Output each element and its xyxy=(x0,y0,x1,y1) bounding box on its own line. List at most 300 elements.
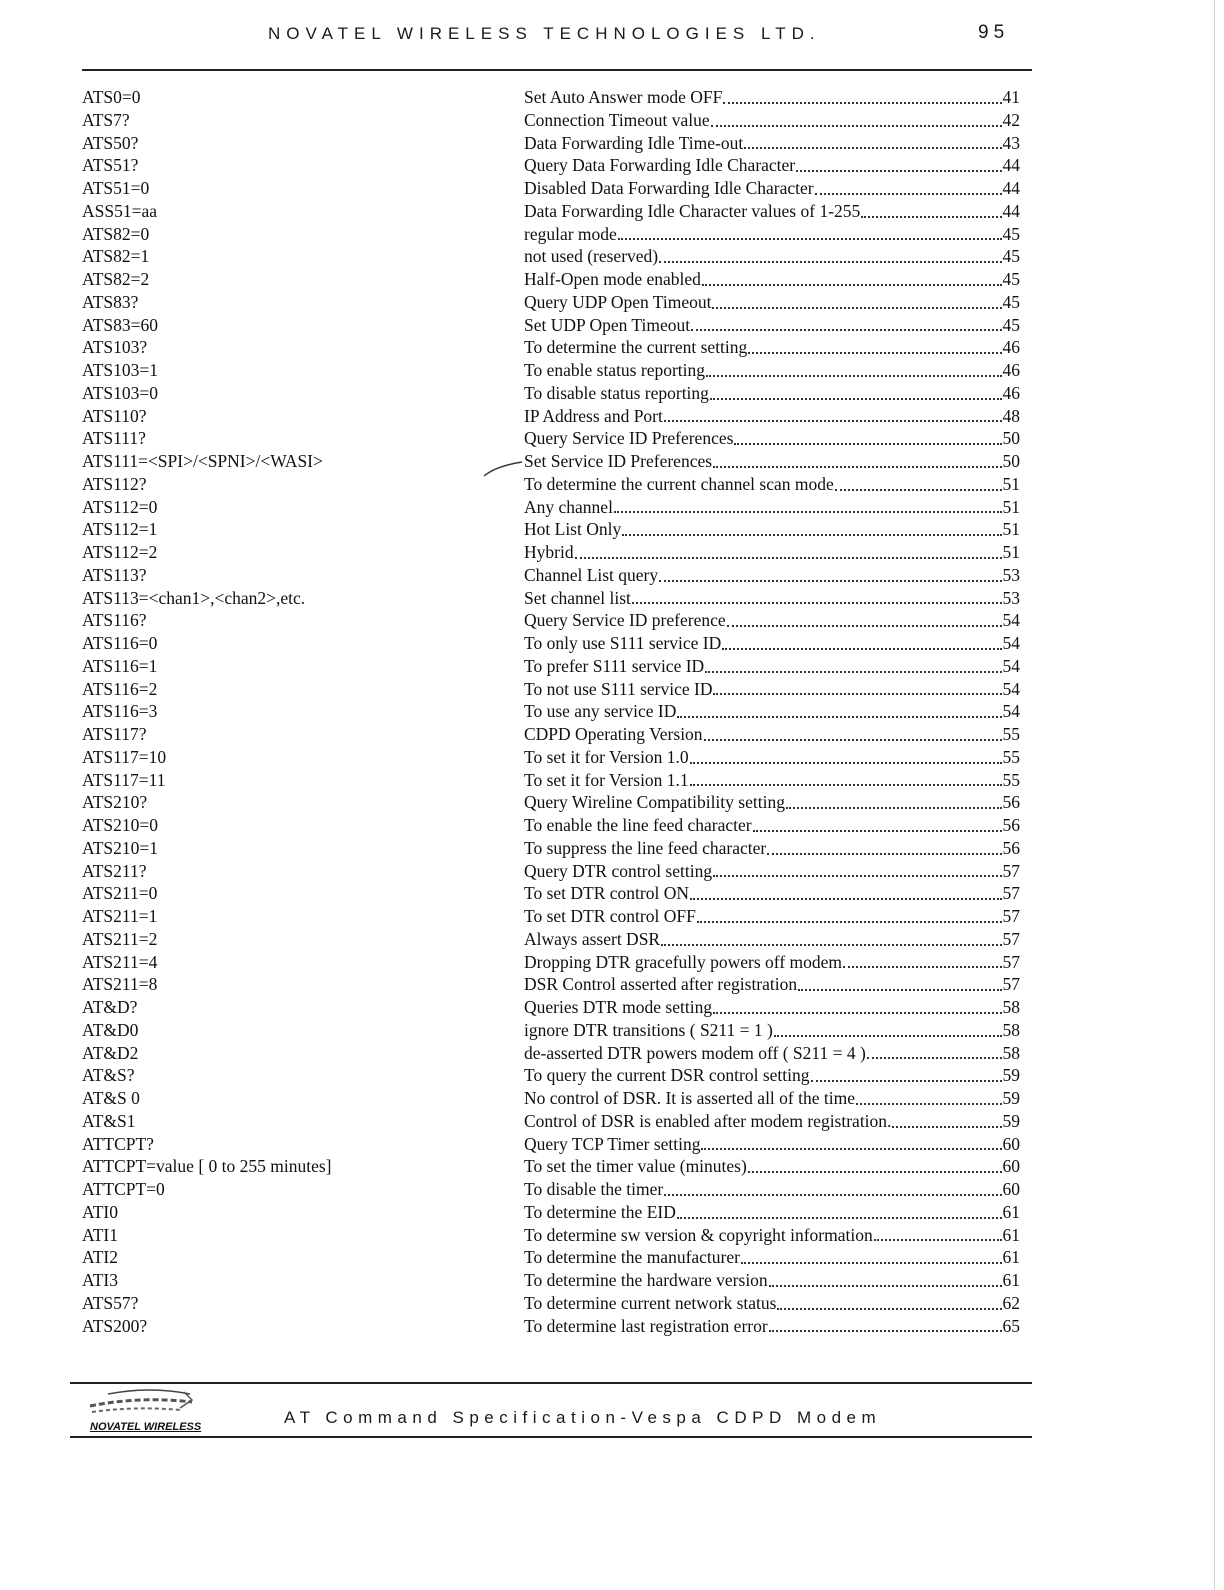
page-reference: 46 xyxy=(1002,382,1020,403)
command-description xyxy=(524,860,1020,883)
description-text: not used (reserved) xyxy=(524,246,659,267)
description-text: To enable status reporting xyxy=(524,360,706,380)
index-row xyxy=(0,1064,1224,1087)
command-description xyxy=(524,200,1020,223)
description-text: Disabled Data Forwarding Idle Character xyxy=(524,178,814,198)
command-description xyxy=(524,1201,1020,1224)
command-code: ATS7? xyxy=(82,109,130,130)
index-row xyxy=(0,723,1224,746)
command-code: ATS117=11 xyxy=(82,769,166,790)
command-description xyxy=(524,564,1020,587)
command-code: AT&S? xyxy=(82,1065,135,1086)
dot-leader xyxy=(691,329,1001,331)
index-row xyxy=(0,791,1224,814)
description-text: To determine the hardware version xyxy=(524,1270,768,1290)
dot-leader xyxy=(777,1308,1001,1310)
page-reference: 54 xyxy=(1002,610,1020,631)
dot-leader xyxy=(706,375,1001,377)
dot-leader xyxy=(702,284,1002,286)
command-description xyxy=(524,496,1020,519)
description-text: To enable the line feed character xyxy=(524,815,752,835)
command-code: ATS111=<SPI>/<SPNI>/<WASI> xyxy=(82,451,323,471)
command-code: ATS211=0 xyxy=(82,883,158,904)
command-description xyxy=(524,609,1020,632)
dot-leader xyxy=(796,170,1001,172)
description-text: Query UDP Open Timeout xyxy=(524,291,712,312)
dot-leader xyxy=(710,398,1002,400)
novatel-logo xyxy=(80,1388,220,1440)
page-reference: 45 xyxy=(1002,223,1020,244)
description-text: Data Forwarding Idle Time-out xyxy=(524,132,744,153)
dot-leader xyxy=(664,420,1002,422)
index-row xyxy=(0,359,1224,382)
page-reference: 59 xyxy=(1002,1088,1020,1108)
index-row xyxy=(0,1133,1224,1156)
index-row xyxy=(0,1269,1224,1292)
index-row xyxy=(0,860,1224,883)
index-row xyxy=(0,1178,1224,1201)
command-code: ATS82=0 xyxy=(82,223,150,244)
page-reference: 62 xyxy=(1002,1292,1020,1313)
dot-leader xyxy=(723,102,1001,104)
dot-leader xyxy=(712,307,1001,309)
description-text: To only use S111 service ID xyxy=(524,633,722,653)
description-text: To set the timer value (minutes) xyxy=(524,1156,747,1177)
index-row xyxy=(0,1042,1224,1065)
page-reference: 51 xyxy=(1002,473,1020,494)
dot-leader xyxy=(705,671,1001,673)
command-description xyxy=(524,473,1020,496)
page-reference: 55 xyxy=(1002,769,1020,790)
command-code: ATS210=0 xyxy=(82,815,158,835)
index-row xyxy=(0,1201,1224,1224)
command-description xyxy=(524,1292,1020,1315)
description-text: To determine sw version & copyright information xyxy=(524,1224,873,1245)
command-code: ATS82=2 xyxy=(82,269,150,289)
dot-leader xyxy=(690,784,1002,786)
index-row xyxy=(0,109,1224,132)
page-reference: 55 xyxy=(1002,746,1020,767)
command-code: ATI1 xyxy=(82,1224,118,1245)
command-code: ATS103=1 xyxy=(82,360,158,380)
index-row xyxy=(0,700,1224,723)
command-code: ATS51? xyxy=(82,155,139,176)
index-row xyxy=(0,1087,1224,1110)
description-text: To determine current network status xyxy=(524,1292,777,1313)
page-reference: 57 xyxy=(1002,928,1020,949)
index-row xyxy=(0,382,1224,405)
logo-graphic xyxy=(80,1388,200,1422)
command-code: ATI0 xyxy=(82,1201,118,1222)
page-reference: 51 xyxy=(1002,496,1020,517)
index-row xyxy=(0,746,1224,769)
command-code: ATS83=60 xyxy=(82,314,158,335)
page-number: 95 xyxy=(978,22,1010,43)
index-row xyxy=(0,268,1224,291)
dot-leader xyxy=(892,1126,1001,1128)
index-row xyxy=(0,1292,1224,1315)
dot-leader xyxy=(677,716,1001,718)
dot-leader xyxy=(713,466,1001,468)
command-code: ATS103? xyxy=(82,337,148,358)
index-row xyxy=(0,951,1224,974)
description-text: Query Service ID preference xyxy=(524,610,726,631)
description-text: Always assert DSR xyxy=(524,928,661,949)
page-reference: 65 xyxy=(1002,1315,1020,1336)
command-code: ATS116? xyxy=(82,610,147,631)
page-reference: 56 xyxy=(1002,792,1020,813)
page-reference: 57 xyxy=(1002,860,1020,881)
index-row xyxy=(0,336,1224,359)
command-description xyxy=(524,245,1020,268)
command-description xyxy=(524,905,1020,928)
dot-leader xyxy=(711,125,1002,127)
description-text: Connection Timeout value xyxy=(524,109,710,130)
dot-leader xyxy=(744,147,1001,149)
index-row xyxy=(0,587,1224,610)
page-reference: 57 xyxy=(1002,951,1020,972)
description-text: Set Auto Answer mode OFF xyxy=(524,87,723,107)
scan-edge-line xyxy=(1214,0,1215,1590)
index-row xyxy=(0,655,1224,678)
command-code: ATS116=1 xyxy=(82,655,158,676)
command-code: AT&D? xyxy=(82,997,138,1017)
description-text: No control of DSR. It is asserted all of the time xyxy=(524,1088,855,1108)
description-text: To use any service ID xyxy=(524,701,677,722)
page-reference: 57 xyxy=(1002,883,1020,904)
command-description xyxy=(524,632,1020,655)
description-text: To query the current DSR control setting xyxy=(524,1065,810,1086)
command-description xyxy=(524,746,1020,769)
command-code: ATS211=4 xyxy=(82,951,158,972)
page-reference: 41 xyxy=(1002,87,1020,107)
command-code: ATS111? xyxy=(82,428,146,449)
description-text: de-asserted DTR powers modem off ( S211 = 4 ) xyxy=(524,1042,866,1063)
page-reference: 57 xyxy=(1002,906,1020,926)
index-row xyxy=(0,678,1224,701)
command-description xyxy=(524,382,1020,405)
command-description xyxy=(524,1064,1020,1087)
page-reference: 57 xyxy=(1002,974,1020,995)
command-code: ATS117=10 xyxy=(82,746,167,767)
command-code: ATS51=0 xyxy=(82,178,150,198)
dot-leader xyxy=(661,944,1001,946)
dot-leader xyxy=(769,1285,1002,1287)
command-code: ATS110? xyxy=(82,405,147,426)
logo-text: NOVATEL WIRELESS xyxy=(90,1421,202,1433)
command-code: ATS211=1 xyxy=(82,906,158,926)
page-reference: 44 xyxy=(1002,155,1020,176)
dot-leader xyxy=(874,1239,1002,1241)
dot-leader xyxy=(786,807,1002,809)
page-reference: 50 xyxy=(1002,428,1020,449)
index-row xyxy=(0,609,1224,632)
index-row xyxy=(0,427,1224,450)
command-description xyxy=(524,1110,1020,1133)
description-text: To determine the manufacturer xyxy=(524,1247,740,1268)
description-text: To suppress the line feed character xyxy=(524,837,767,858)
description-text: regular mode xyxy=(524,223,617,244)
index-row xyxy=(0,450,1224,473)
dot-leader xyxy=(659,261,1001,263)
command-code: ATS211=8 xyxy=(82,974,158,995)
dot-leader xyxy=(704,739,1002,741)
page-reference: 42 xyxy=(1002,109,1020,130)
page-reference: 58 xyxy=(1002,1042,1020,1063)
command-description xyxy=(524,314,1020,337)
description-text: Hot List Only xyxy=(524,519,622,540)
page-reference: 54 xyxy=(1002,678,1020,699)
description-text: Query Service ID Preferences xyxy=(524,428,734,449)
description-text: Data Forwarding Idle Character values of 1-255 xyxy=(524,200,861,221)
page-reference: 61 xyxy=(1002,1201,1020,1222)
description-text: Set Service ID Preferences xyxy=(524,451,713,471)
command-description xyxy=(524,109,1020,132)
command-code: ATS117? xyxy=(82,724,147,744)
command-description xyxy=(524,177,1020,200)
command-code: ATS103=0 xyxy=(82,382,158,403)
dot-leader xyxy=(769,1330,1002,1332)
index-row xyxy=(0,1155,1224,1178)
command-description xyxy=(524,541,1020,564)
footer-rule-top xyxy=(70,1382,1032,1384)
page-reference: 59 xyxy=(1002,1065,1020,1086)
index-row xyxy=(0,769,1224,792)
command-description xyxy=(524,1269,1020,1292)
dot-leader xyxy=(697,921,1002,923)
page-reference: 56 xyxy=(1002,815,1020,835)
description-text: Queries DTR mode setting xyxy=(524,997,713,1017)
page-reference: 59 xyxy=(1002,1110,1020,1131)
dot-leader xyxy=(622,534,1001,536)
command-code: ATS211? xyxy=(82,860,147,881)
dot-leader xyxy=(701,1148,1001,1150)
command-description xyxy=(524,814,1020,837)
description-text: ignore DTR transitions ( S211 = 1 ) xyxy=(524,1019,773,1040)
dot-leader xyxy=(811,1080,1002,1082)
command-code: ATS113? xyxy=(82,564,147,585)
dot-leader xyxy=(713,693,1001,695)
command-code: ATS200? xyxy=(82,1315,148,1336)
page-reference: 53 xyxy=(1002,587,1020,608)
index-row xyxy=(0,132,1224,155)
page-reference: 54 xyxy=(1002,701,1020,722)
description-text: Query TCP Timer setting xyxy=(524,1133,701,1154)
index-row xyxy=(0,154,1224,177)
index-row xyxy=(0,291,1224,314)
dot-leader xyxy=(713,1012,1001,1014)
command-description xyxy=(524,359,1020,382)
description-text: To prefer S111 service ID xyxy=(524,655,705,676)
command-description xyxy=(524,1087,1020,1110)
page-reference: 51 xyxy=(1002,519,1020,540)
description-text: Any channel xyxy=(524,496,613,517)
command-code: ATS113=<chan1>,<chan2>,etc. xyxy=(82,587,306,608)
dot-leader xyxy=(618,238,1002,240)
index-row xyxy=(0,1110,1224,1133)
command-description xyxy=(524,223,1020,246)
command-code: ATS112=0 xyxy=(82,496,158,517)
command-code: ATS116=3 xyxy=(82,701,158,722)
index-row xyxy=(0,314,1224,337)
description-text: To disable the timer xyxy=(524,1179,664,1199)
command-code: ATS211=2 xyxy=(82,928,158,949)
description-text: Hybrid xyxy=(524,542,574,562)
description-text: DSR Control asserted after registration xyxy=(524,974,798,995)
command-description xyxy=(524,996,1020,1019)
description-text: Channel List query xyxy=(524,564,659,585)
index-row xyxy=(0,996,1224,1019)
dot-leader xyxy=(677,1217,1002,1219)
description-text: Query Data Forwarding Idle Character xyxy=(524,155,796,176)
description-text: To determine the current setting xyxy=(524,337,748,358)
description-text: IP Address and Port xyxy=(524,405,663,426)
index-row xyxy=(0,200,1224,223)
page-reference: 44 xyxy=(1002,178,1020,198)
page-reference: 50 xyxy=(1002,451,1020,471)
command-description xyxy=(524,450,1020,473)
description-text: Control of DSR is enabled after modem registration. xyxy=(524,1110,892,1131)
command-code: ASS51=aa xyxy=(82,200,158,221)
command-code: ATS57? xyxy=(82,1292,139,1313)
command-description xyxy=(524,1178,1020,1201)
command-description xyxy=(524,1019,1020,1042)
description-text: Half-Open mode enabled xyxy=(524,269,701,289)
page-reference: 45 xyxy=(1002,314,1020,335)
dot-leader xyxy=(843,966,1001,968)
command-code: AT&D0 xyxy=(82,1019,139,1040)
dot-leader xyxy=(867,1057,1002,1059)
index-row xyxy=(0,1315,1224,1338)
command-description xyxy=(524,1315,1020,1338)
header-rule xyxy=(82,69,1032,71)
index-row xyxy=(0,496,1224,519)
page-reference: 45 xyxy=(1002,291,1020,312)
command-description xyxy=(524,1155,1020,1178)
description-text: To determine the current channel scan mode xyxy=(524,473,834,494)
page-reference: 61 xyxy=(1002,1247,1020,1268)
index-row xyxy=(0,632,1224,655)
company-name: NOVATEL WIRELESS TECHNOLOGIES LTD. xyxy=(268,24,821,43)
index-row xyxy=(0,837,1224,860)
description-text: Query Wireline Compatibility setting xyxy=(524,792,785,813)
description-text: Dropping DTR gracefully powers off modem xyxy=(524,951,843,972)
index-row xyxy=(0,1224,1224,1247)
index-row xyxy=(0,86,1224,109)
dot-leader xyxy=(632,602,1002,604)
dot-leader xyxy=(722,648,1001,650)
command-code: ATS82=1 xyxy=(82,246,150,267)
command-description xyxy=(524,769,1020,792)
dot-leader xyxy=(690,898,1001,900)
index-row xyxy=(0,245,1224,268)
page-reference: 48 xyxy=(1002,405,1020,426)
dot-leader xyxy=(614,511,1002,513)
index-row xyxy=(0,1246,1224,1269)
command-description xyxy=(524,723,1020,746)
command-description xyxy=(524,1133,1020,1156)
description-text: To set it for Version 1.0 xyxy=(524,746,689,767)
command-code: ATS112=2 xyxy=(82,542,158,562)
dot-leader xyxy=(774,1035,1002,1037)
page-reference: 58 xyxy=(1002,1019,1020,1040)
page-reference: 61 xyxy=(1002,1270,1020,1290)
page-reference: 46 xyxy=(1002,337,1020,358)
page-reference: 54 xyxy=(1002,655,1020,676)
dot-leader xyxy=(861,216,1001,218)
command-description xyxy=(524,678,1020,701)
page-reference: 55 xyxy=(1002,724,1020,744)
index-row xyxy=(0,973,1224,996)
command-description xyxy=(524,587,1020,610)
command-description xyxy=(524,336,1020,359)
command-description xyxy=(524,405,1020,428)
description-text: To set it for Version 1.1 xyxy=(524,769,689,790)
dot-leader xyxy=(741,1262,1002,1264)
command-description xyxy=(524,1042,1020,1065)
index-row xyxy=(0,473,1224,496)
dot-leader xyxy=(815,193,1002,195)
description-text: Set UDP Open Timeout xyxy=(524,314,691,335)
index-row xyxy=(0,564,1224,587)
command-description xyxy=(524,1246,1020,1269)
index-row xyxy=(0,223,1224,246)
command-code: ATTCPT=0 xyxy=(82,1179,165,1199)
command-description xyxy=(524,837,1020,860)
dot-leader xyxy=(835,489,1002,491)
document-title: AT Command Specification-Vespa CDPD Modem xyxy=(284,1408,882,1427)
command-code: ATS50? xyxy=(82,132,139,153)
description-text: Set channel list xyxy=(524,587,631,608)
page-reference: 51 xyxy=(1002,542,1020,562)
command-description xyxy=(524,268,1020,291)
handwritten-arrow-mark xyxy=(482,458,524,478)
footer-rule-bottom xyxy=(70,1436,1032,1438)
page-reference: 54 xyxy=(1002,633,1020,653)
dot-leader xyxy=(753,830,1002,832)
description-text: To disable status reporting xyxy=(524,382,709,403)
command-description xyxy=(524,291,1020,314)
description-text: To determine the EID xyxy=(524,1201,676,1222)
command-code: ATI3 xyxy=(82,1270,118,1290)
command-index-list xyxy=(0,86,1224,1337)
dot-leader xyxy=(734,443,1001,445)
command-description xyxy=(524,791,1020,814)
dot-leader xyxy=(727,625,1002,627)
page-reference: 45 xyxy=(1002,269,1020,289)
page-reference: 60 xyxy=(1002,1133,1020,1154)
dot-leader xyxy=(748,1171,1002,1173)
command-description xyxy=(524,882,1020,905)
index-row xyxy=(0,518,1224,541)
command-code: AT&D2 xyxy=(82,1042,139,1063)
page-reference: 60 xyxy=(1002,1156,1020,1177)
index-row xyxy=(0,1019,1224,1042)
command-code: ATS116=2 xyxy=(82,678,158,699)
dot-leader xyxy=(767,853,1001,855)
command-code: ATS83? xyxy=(82,291,139,312)
index-row xyxy=(0,541,1224,564)
description-text: To not use S111 service ID xyxy=(524,678,713,699)
command-description xyxy=(524,518,1020,541)
command-description xyxy=(524,427,1020,450)
command-code: ATS210=1 xyxy=(82,837,158,858)
page-reference: 58 xyxy=(1002,997,1020,1017)
index-row xyxy=(0,928,1224,951)
dot-leader xyxy=(798,989,1001,991)
dot-leader xyxy=(575,557,1002,559)
page-reference: 60 xyxy=(1002,1179,1020,1199)
